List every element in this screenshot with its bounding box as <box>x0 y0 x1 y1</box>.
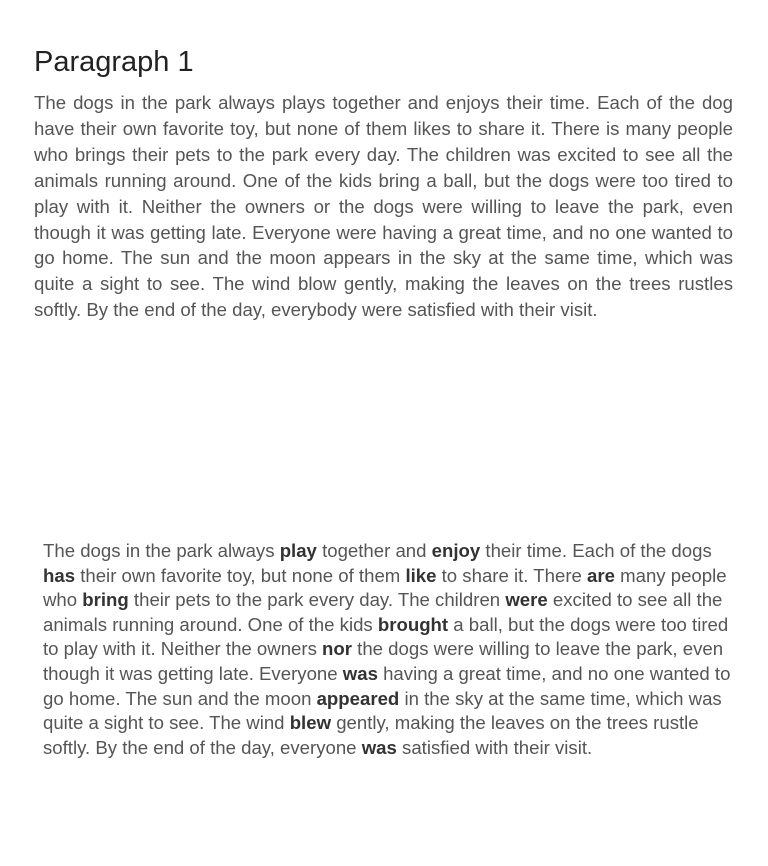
correction-highlight: was <box>361 736 397 758</box>
correction-highlight: appeared <box>316 687 400 709</box>
original-paragraph: The dogs in the park always plays together and enjoys their time. Each of the dog have their own favorite toy, but none of them likes to share it. There is many people who brings their pets to the park every day. The children was excited to see all the animals running around. One of the kids bring a ball, but the dogs were too tired to play with it. Neither the owners or the dogs were willing to leave the park, even though it was getting late. Everyone were having a great time, and no one wanted to go home. The sun and the moon appears in the sky at the same time, which was quite a sight to see. The wind blow gently, making the leaves on the trees rustles softly. By the end of the day, everybody were satisfied with their visit. <box>34 92 733 321</box>
correction-highlight: play <box>279 540 317 561</box>
corrected-text: their pets to the park every day. The children <box>128 589 506 611</box>
correction-highlight: enjoy <box>431 540 481 561</box>
corrected-text: having a great time, and no one wanted to go home. The sun and the moon <box>43 662 731 709</box>
correction-highlight: was <box>342 662 378 684</box>
corrected-text: The dogs in the park always <box>43 540 280 561</box>
corrected-text: their time. Each of the dogs <box>480 540 712 561</box>
corrected-text: many people who <box>43 564 727 611</box>
corrected-paragraph <box>43 539 739 760</box>
correction-highlight: nor <box>322 638 352 660</box>
corrected-text: gently, making the leaves on the trees rustle softly. By the end of the day, everyone <box>43 712 699 758</box>
correction-highlight: brought <box>377 613 449 635</box>
corrected-text: satisfied with their visit. <box>396 736 593 758</box>
corrected-text: together and <box>316 540 432 561</box>
corrected-text: to share it. There <box>436 564 588 586</box>
correction-highlight: were <box>505 589 548 611</box>
corrected-text: the dogs were willing to leave the park, even though it was getting late. Everyone <box>43 638 724 684</box>
corrected-text: excited to see all the animals running around. One of the kids <box>43 589 723 635</box>
corrected-text: their own favorite toy, but none of them <box>75 564 406 586</box>
correction-highlight: has <box>43 564 76 586</box>
correction-highlight: like <box>405 564 437 586</box>
corrected-text: a ball, but the dogs were too tired to play with it. Neither the owners <box>43 613 729 660</box>
correction-highlight: blew <box>289 712 332 734</box>
corrected-text: in the sky at the same time, which was quite a sight to see. The wind <box>43 687 722 734</box>
correction-highlight: bring <box>82 589 129 611</box>
correction-highlight: are <box>587 564 615 586</box>
paragraph-heading: Paragraph 1 <box>34 46 194 78</box>
